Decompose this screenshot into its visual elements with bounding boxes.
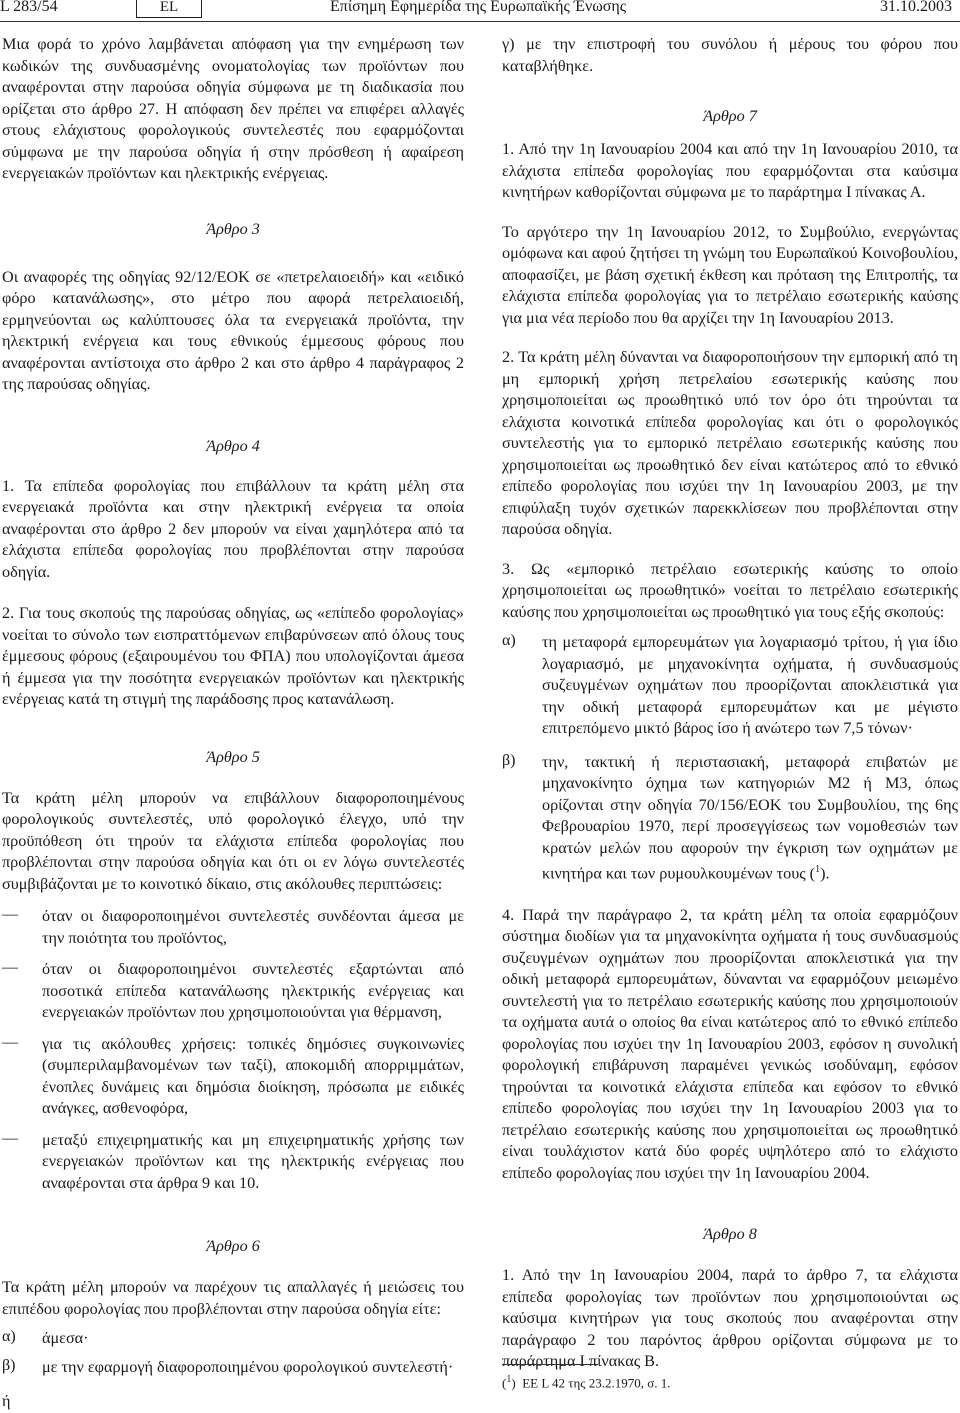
right-column <box>502 34 958 1373</box>
footnote-reference: 1 <box>815 864 821 875</box>
list-item <box>2 1130 464 1195</box>
footnote-text: ΕΕ L 42 της 23.2.1970, σ. 1. <box>522 1375 671 1391</box>
article-7-paragraph-3: 3. Ως «εμπορικό πετρέλαιο εσωτερικής καύσης το οποίο χρησιμοποιείται ως προωθητικό» νοείται το πετρέλαιο εσωτερικής καύσης που χρησιμοποιείται ως προωθητικό για τους εξής σκοπούς: <box>502 559 958 621</box>
article-heading-6: Άρθρο 6 <box>206 1237 260 1255</box>
left-column <box>2 34 464 1413</box>
header-rule <box>0 21 960 22</box>
list-item-text: με την εφαρμογή διαφοροποιημένου φορολογικού συντελεστή· <box>42 1357 454 1376</box>
list-item-end: ). <box>820 864 830 883</box>
article-heading-8: Άρθρο 8 <box>703 1225 757 1244</box>
page-header <box>0 0 960 22</box>
dash-mark: — <box>2 1033 18 1051</box>
article-5-text: Τα κράτη μέλη μπορούν να επιβάλλουν διαφοροποιημένους φορολογικούς συντελεστές, υπό φορολογικό έλεγχο, υπό την προϋπόθεση ότι τηρούν τα ελάχιστα επίπεδα φορολογίας που προβλέπονται στην παρούσα οδηγία και ότι οι εν λόγω συντελεστές συμβιβάζονται με το κοινοτικό δίκαιο, στις ακόλουθες περιπτώσεις: <box>2 788 464 893</box>
list-item <box>2 906 464 949</box>
language-badge: EL <box>136 0 202 18</box>
paragraph: γ) με την επιστροφή του συνόλου ή μέρους του φόρου που καταβλήθηκε. <box>502 35 958 75</box>
article-4-paragraph-1: 1. Τα επίπεδα φορολογίας που επιβάλλουν τα κράτη μέλη στα ενεργειακά προϊόντα και στην ηλεκτρική ενέργεια τα οποία αναφέρονται στο άρθρο 2 δεν μπορούν να είναι χαμηλότερα από τα ελάχιστα επίπεδα φορολογίας που προβλέπονται στην παρούσα οδηγία. <box>2 476 464 581</box>
paragraph: Μια φορά το χρόνο λαμβάνεται απόφαση για την ενημέρωση των κωδικών της συνδυασμένης ονοματολογίας των προϊόντων που αναφέρονται στην παρούσα οδηγία σύμφωνα με τη διαδικασία που ορίζεται στο άρθρο 27. Η απόφαση δεν πρέπει να επιφέρει αλλαγές στους ελάχιστους φορολογικούς συντελεστές που εφαρμόζονται σύμφωνα με την παρούσα οδηγία ή στην πρόσθεση ή αφαίρεση ενεργειακών προϊόντων και ηλεκτρικής ενέργειας. <box>2 35 464 182</box>
item-label: α) <box>502 632 516 649</box>
article-7-paragraph-4: 4. Παρά την παράγραφο 2, τα κράτη μέλη τα οποία εφαρμόζουν σύστημα διοδίων για τα μηχανοκίνητα οχήματα ή τους συνδυασμούς συζευγμένων οχημάτων που προορίζονται αποκλειστικά για την οδική μεταφορά εμπορευμάτων, δύνανται να εφαρμόζουν μειωμένο συντελεστή για το πετρέλαιο εσωτερικής καύσης που χρησιμοποιούν τα οχήματα αυτά ο οποίος θα είναι κατώτερος από το εθνικό επίπεδο φορολογίας που ισχύει την 1η Ιανουαρίου 2003, εφόσον η συνολική φορολογική επιβάρυνση παραμένει γενικώς ισοδύναμη, εφόσον τηρούνται τα κοινοτικά ελάχιστα επίπεδα και εφόσον το εθνικό επίπεδο φορολογίας που ισχύει την 1η Ιανουαρίου 2003 για το πετρέλαιο εσωτερικής καύσης που χρησιμοποιείται ως προωθητικό είναι τουλάχιστον κατά δύο φορές υψηλότερο από το ελάχιστο επίπεδο φορολογίας που ισχύει την 1η Ιανουαρίου 2004. <box>502 905 958 1182</box>
dash-mark: — <box>2 906 18 923</box>
article-6-text: Τα κράτη μέλη μπορούν να παρέχουν τις απαλλαγές ή μειώσεις του επιπέδου φορολογίας που προβλέπονται στην παρούσα οδηγία είτε: <box>2 1278 464 1318</box>
article-4-paragraph-2: 2. Για τους σκοπούς της παρούσας οδηγίας, ως «επίπεδο φορολογίας» νοείται το σύνολο των εισπραττόμενων επιβαρύνσεων από όλους τους έμμεσους φόρους (εξαιρουμένου του ΦΠΑ) που υπολογίζονται άμεσα ή έμμεσα για την ποσότητα ενεργειακών προϊόντων και ηλεκτρικής ενέργειας κατά τη στιγμή της παράδοσης προς κατανάλωση. <box>2 604 464 708</box>
list-item-text: άμεσα· <box>42 1329 89 1347</box>
list-item <box>2 1328 464 1350</box>
list-item <box>2 1357 464 1379</box>
article-heading-5: Άρθρο 5 <box>206 747 260 766</box>
article-heading-7: Άρθρο 7 <box>703 107 757 125</box>
footnote-number: 1 <box>506 1374 512 1385</box>
item-label: β) <box>502 751 516 769</box>
footnote: ($^1$) ΕΕ L 42 της 23.2.1970, σ. 1. <box>502 1374 671 1391</box>
article-heading-4: Άρθρο 4 <box>206 436 260 455</box>
list-item-text: όταν οι διαφοροποιημένοι συντελεστές εξαρτώνται από ποσοτικά επίπεδα κατανάλωσης ηλεκτρικής ενέργειας και ενεργειακών προϊόντων που χρησιμοποιούνται για θέρμανση, <box>42 960 464 1021</box>
footnote-rule <box>502 1364 598 1365</box>
list-item <box>502 632 958 740</box>
list-item <box>2 1034 464 1120</box>
page-number: L 283/54 <box>0 0 58 15</box>
article-3-text: Οι αναφορές της οδηγίας 92/12/ΕΟΚ σε «πετρελαιοειδή» και «ειδικό φόρο κατανάλωσης», στο μέτρο που αφορά πετρελαιοειδή, ερμηνεύονται ως καλύπτουσες όλα τα ενεργειακά προϊόντα, την ηλεκτρική ενέργεια και τους εθνικούς έμμεσους φόρους που αναφέρονται αντίστοιχα στο άρθρο 2 και στο άρθρο 4 παράγραφος 2 της παρούσας οδηγίας. <box>2 267 464 393</box>
article-8-paragraph-1: 1. Από την 1η Ιανουαρίου 2004, παρά το άρθρο 7, τα ελάχιστα επίπεδα φορολογίας των προϊόντων που χρησιμοποιούνται ως καύσιμα κινητήρων για τους σκοπούς που αναφέρονται στην παράγραφο 2 του παρόντος άρθρου ορίζονται σύμφωνα με το παράρτημα Ι πίνακας Β. <box>502 1266 958 1371</box>
journal-title: Επίσημη Εφημερίδα της Ευρωπαϊκής Ένωσης <box>330 0 627 15</box>
item-label: α) <box>2 1328 16 1345</box>
article-7-paragraph-1: 1. Από την 1η Ιανουαρίου 2004 και από την 1η Ιανουαρίου 2010, τα ελάχιστα επίπεδα φορολογίας που εφαρμόζονται στα καύσιμα κινητήρων καθορίζονται σύμφωνα με το παράρτημα Ι πίνακας Α. <box>502 140 958 201</box>
list-item <box>2 959 464 1024</box>
dash-mark: — <box>2 959 18 976</box>
list-item-text: όταν οι διαφοροποιημένοι συντελεστές συνδέονται άμεσα με την ποιότητα του προϊόντος, <box>42 907 464 947</box>
list-item-text: για τις ακόλουθες χρήσεις: τοπικές δημόσιες συγκοινωνίες (συμπεριλαμβανομένων των ταξί), αποκομιδή απορριμμάτων, ένοπλες δυνάμεις και δημόσια διοίκηση, πρόσωπα με ειδικές ανάγκες, ασθενοφόρα, <box>42 1034 464 1117</box>
list-item-text: τη μεταφορά εμπορευμάτων για λογαριασμό τρίτου, ή για ίδιο λογαριασμό, με μηχανοκίνητα οχήματα, ή συνδυασμούς συζευγμένων οχημάτων που προορίζονται αποκλειστικά για την οδική μεταφορά εμπορευμάτων και με μέγιστο επιτρεπόμενο μικτό βάρος ίσο ή ανώτερο των 7,5 τόνων· <box>542 633 958 737</box>
list-item-text: μεταξύ επιχειρηματικής και μη επιχειρηματικής χρήσης των ενεργειακών προϊόντων και της ηλεκτρικής ενέργειας που αναφέρονται στα άρθρα 9 και 10. <box>42 1130 464 1192</box>
list-item <box>502 752 958 885</box>
issue-date: 31.10.2003 <box>880 0 952 15</box>
article-7-paragraph-1b: Το αργότερο την 1η Ιανουαρίου 2012, το Συμβούλιο, ενεργώντας ομόφωνα και αφού ζητήσει τη γνώμη του Ευρωπαϊκού Κοινοβουλίου, αποφασίζει, με βάση σχετική έκθεση και πρόταση της Επιτροπής, τα ελάχιστα επίπεδα φορολογίας για το πετρέλαιο εσωτερικής καύσης για μια νέα περίοδο που θα αρχίζει την 1η Ιανουαρίου 2013. <box>502 222 958 327</box>
item-label: β) <box>2 1356 16 1374</box>
conjunction-text: ή <box>2 1392 11 1410</box>
dash-mark: — <box>2 1129 18 1147</box>
list-item-body: την, τακτική ή περιστασιακή, μεταφορά επιβατών με μηχανοκίνητο όχημα των κατηγοριών Μ2 ή Μ3, όπως ορίζονται στην οδηγία 70/156/ΕΟΚ του Συμβουλίου, της 6ης Φεβρουαρίου 1970, περί προσεγγίσεως των νομοθεσιών των κρατών μελών που αφορούν την έγκριση των οχημάτων με κινητήρα και των ρυμουλκουμένων τους ( <box>542 752 958 883</box>
article-heading-3: Άρθρο 3 <box>206 219 260 238</box>
article-7-paragraph-2: 2. Τα κράτη μέλη δύνανται να διαφοροποιήσουν την εμπορική από τη μη εμπορική χρήση πετρελαίου εσωτερικής καύσης που χρησιμοποιείται ως προωθητικό υπό τον όρο ότι τηρούνται τα ελάχιστα κοινοτικά επίπεδα φορολογίας και ότι ο φορολογικός συντελεστής για το εμπορικό πετρέλαιο εσωτερικής καύσης που χρησιμοποιείται ως προωθητικό δεν είναι κατώτερος από το εθνικό επίπεδο φορολογίας που ισχύει την 1η Ιανουαρίου 2003, με την επιφύλαξη τυχόν σχετικών παρεκκλίσεων που προβλέπονται στην παρούσα οδηγία. <box>502 348 958 538</box>
list-item-text <box>542 752 958 885</box>
